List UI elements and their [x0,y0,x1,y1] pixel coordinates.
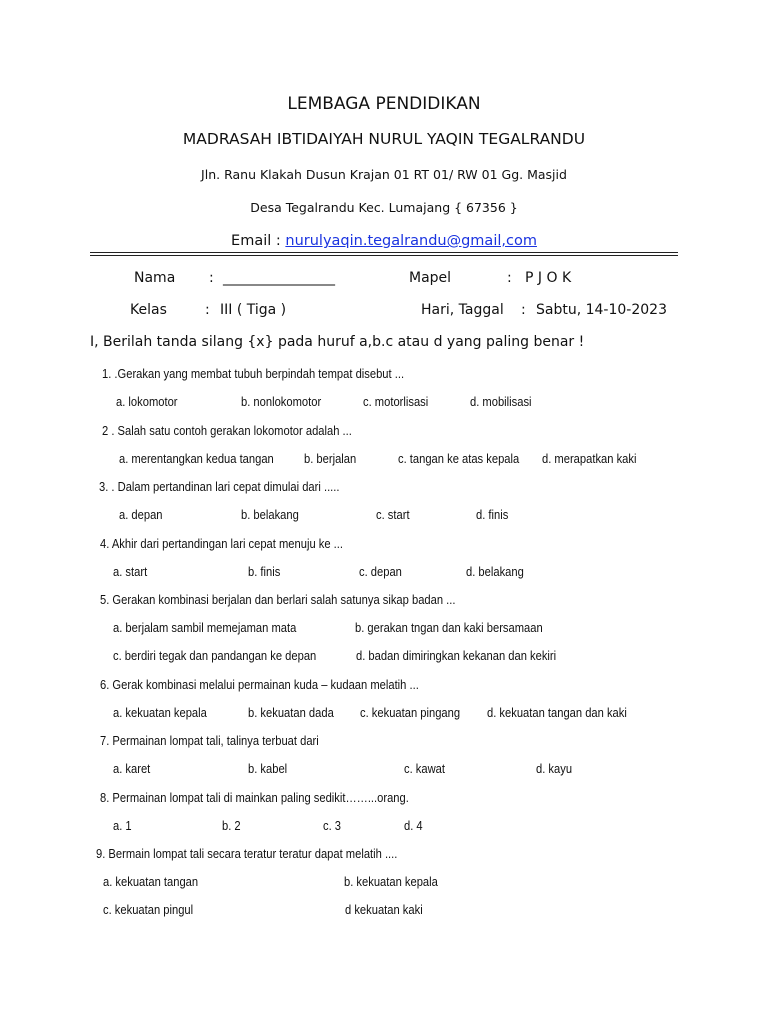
option-5b[interactable]: b. gerakan tngan dan kaki bersamaan [355,620,543,635]
hari-value: Sabtu, 14-10-2023 [536,302,667,318]
question-6: 6. Gerak kombinasi melalui permainan kuda – kudaan melatih ... [100,677,419,692]
address-line-1: Jln. Ranu Klakah Dusun Krajan 01 RT 01/ RW 01 Gg. Masjid [201,167,567,182]
option-9b[interactable]: b. kekuatan kepala [344,874,438,889]
kelas-label: Kelas [130,302,167,318]
question-7: 7. Permainan lompat tali, talinya terbuat dari [100,733,319,748]
option-8d[interactable]: d. 4 [404,818,423,833]
header-divider-top [90,252,678,253]
option-3b[interactable]: b. belakang [241,507,299,522]
option-4c[interactable]: c. depan [359,564,402,579]
option-2d[interactable]: d. merapatkan kaki [542,451,637,466]
question-8: 8. Permainan lompat tali di mainkan paling sedikit……...orang. [100,790,409,805]
school-name: MADRASAH IBTIDAIYAH NURUL YAQIN TEGALRANDU [182,130,586,148]
question-9: 9. Bermain lompat tali secara teratur teratur dapat melatih .... [96,846,398,861]
kelas-colon: : [205,302,210,318]
option-2a[interactable]: a. merentangkan kedua tangan [119,451,274,466]
email-link[interactable]: nurulyaqin.tegalrandu@gmail,com [285,233,537,249]
mapel-value: P J O K [525,270,572,286]
option-6a[interactable]: a. kekuatan kepala [113,705,207,720]
option-7a[interactable]: a. karet [113,761,151,776]
question-3: 3. . Dalam pertandinan lari cepat dimulai dari ..... [99,479,340,494]
address-line-2: Desa Tegalrandu Kec. Lumajang { 67356 } [250,200,518,215]
option-5a[interactable]: a. berjalam sambil memejaman mata [113,620,297,635]
option-5d[interactable]: d. badan dimiringkan kekanan dan kekiri [356,648,557,663]
option-4a[interactable]: a. start [113,564,148,579]
option-3d[interactable]: d. finis [476,507,509,522]
email-line [0,233,768,249]
option-7c[interactable]: c. kawat [404,761,446,776]
option-2b[interactable]: b. berjalan [304,451,357,466]
question-2: 2 . Salah satu contoh gerakan lokomotor adalah ... [102,423,352,438]
question-4: 4. Akhir dari pertandingan lari cepat menuju ke ... [100,536,344,551]
option-7d[interactable]: d. kayu [536,761,573,776]
nama-field[interactable]: ________________ [223,270,335,286]
instruction: I, Berilah tanda silang {x} pada huruf a,b.c atau d yang paling benar ! [90,334,585,350]
option-2c[interactable]: c. tangan ke atas kepala [398,451,520,466]
option-4b[interactable]: b. finis [248,564,281,579]
mapel-colon: : [507,270,512,286]
option-3a[interactable]: a. depan [119,507,163,522]
institution-title: LEMBAGA PENDIDIKAN [287,94,481,114]
header-divider-bottom [90,255,678,256]
hari-label: Hari, Taggal [421,302,504,318]
option-1c[interactable]: c. motorlisasi [363,394,429,409]
option-4d[interactable]: d. belakang [466,564,524,579]
option-1a[interactable]: a. lokomotor [116,394,178,409]
option-8c[interactable]: c. 3 [323,818,342,833]
option-9d[interactable]: d kekuatan kaki [345,902,423,917]
option-3c[interactable]: c. start [376,507,410,522]
option-7b[interactable]: b. kabel [248,761,288,776]
hari-colon: : [521,302,526,318]
question-1: 1. .Gerakan yang membat tubuh berpindah tempat disebut ... [102,366,405,381]
option-9a[interactable]: a. kekuatan tangan [103,874,199,889]
mapel-label: Mapel [409,270,452,286]
question-5: 5. Gerakan kombinasi berjalan dan berlari salah satunya sikap badan ... [100,592,456,607]
option-5c[interactable]: c. berdiri tegak dan pandangan ke depan [113,648,317,663]
nama-colon: : [209,270,214,286]
option-8a[interactable]: a. 1 [113,818,132,833]
nama-label: Nama [134,270,176,286]
kelas-value: III ( Tiga ) [220,302,287,318]
option-1d[interactable]: d. mobilisasi [470,394,532,409]
option-9c[interactable]: c. kekuatan pingul [103,902,194,917]
option-8b[interactable]: b. 2 [222,818,241,833]
option-6c[interactable]: c. kekuatan pingang [360,705,461,720]
email-label: Email : [231,233,286,249]
option-1b[interactable]: b. nonlokomotor [241,394,322,409]
option-6b[interactable]: b. kekuatan dada [248,705,334,720]
option-6d[interactable]: d. kekuatan tangan dan kaki [487,705,627,720]
